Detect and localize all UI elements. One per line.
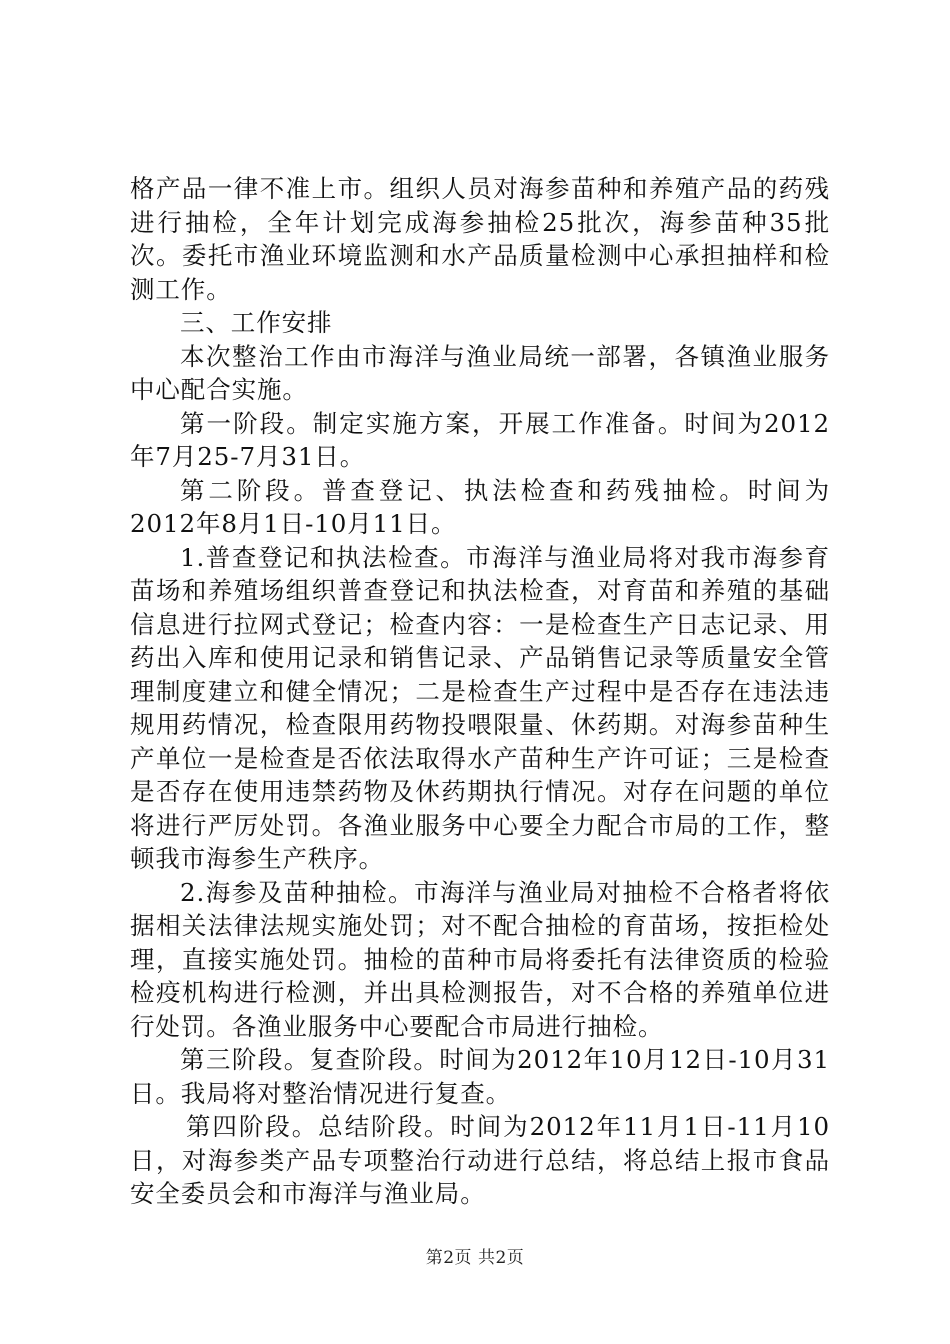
paragraph-overview: 本次整治工作由市海洋与渔业局统一部署，各镇渔业服务中心配合实施。 (130, 341, 830, 404)
section-heading-work-arrangement: 三、工作安排 (180, 308, 333, 337)
document-body (130, 172, 830, 1211)
paragraph-stage-three: 第三阶段。复查阶段。时间为2012年10月12日-10月31日。我局将对整治情况进行复查。 (130, 1045, 830, 1108)
paragraph-stage-four: 第四阶段。总结阶段。时间为2012年11月1日-11月10日，对海参类产品专项整治行动进行总结，将总结上报市食品安全委员会和市海洋与渔业局。 (130, 1112, 830, 1208)
paragraph-stage-two: 第二阶段。普查登记、执法检查和药残抽检。时间为2012年8月1日-10月11日。 (130, 475, 830, 538)
paragraph-stage-one: 第一阶段。制定实施方案，开展工作准备。时间为2012年7月25-7月31日。 (130, 408, 830, 471)
paragraph-continued: 格产品一律不准上市。组织人员对海参苗种和养殖产品的药残进行抽检，全年计划完成海参抽检25批次，海参苗种35批次。委托市渔业环境监测和水产品质量检测中心承担抽样和检测工作。 (130, 174, 830, 304)
paragraph-item-inspection: 1.普查登记和执法检查。市海洋与渔业局将对我市海参育苗场和养殖场组织普查登记和执法检查，对育苗和养殖的基础信息进行拉网式登记；检查内容：一是检查生产日志记录、用药出入库和使用记录和销售记录、产品销售记录等质量安全管理制度建立和健全情况；二是检查生产过程中是否存在违法违规用药情况，检查限用药物投喂限量、休药期。对海参苗种生产单位一是检查是否依法取得水产苗种生产许可证；三是检查是否存在使用违禁药物及休药期执行情况。对存在问题的单位将进行严厉处罚。各渔业服务中心要全力配合市局的工作，整顿我市海参生产秩序。 (130, 542, 830, 873)
paragraph-item-sampling: 2.海参及苗种抽检。市海洋与渔业局对抽检不合格者将依据相关法律法规实施处罚；对不配合抽检的育苗场，按拒检处理，直接实施处罚。抽检的苗种市局将委托有法律资质的检验检疫机构进行检测，并出具检测报告，对不合格的养殖单位进行处罚。各渔业服务中心要配合市局进行抽检。 (130, 877, 830, 1041)
page-number-footer: 第2页 共2页 (425, 1248, 525, 1268)
